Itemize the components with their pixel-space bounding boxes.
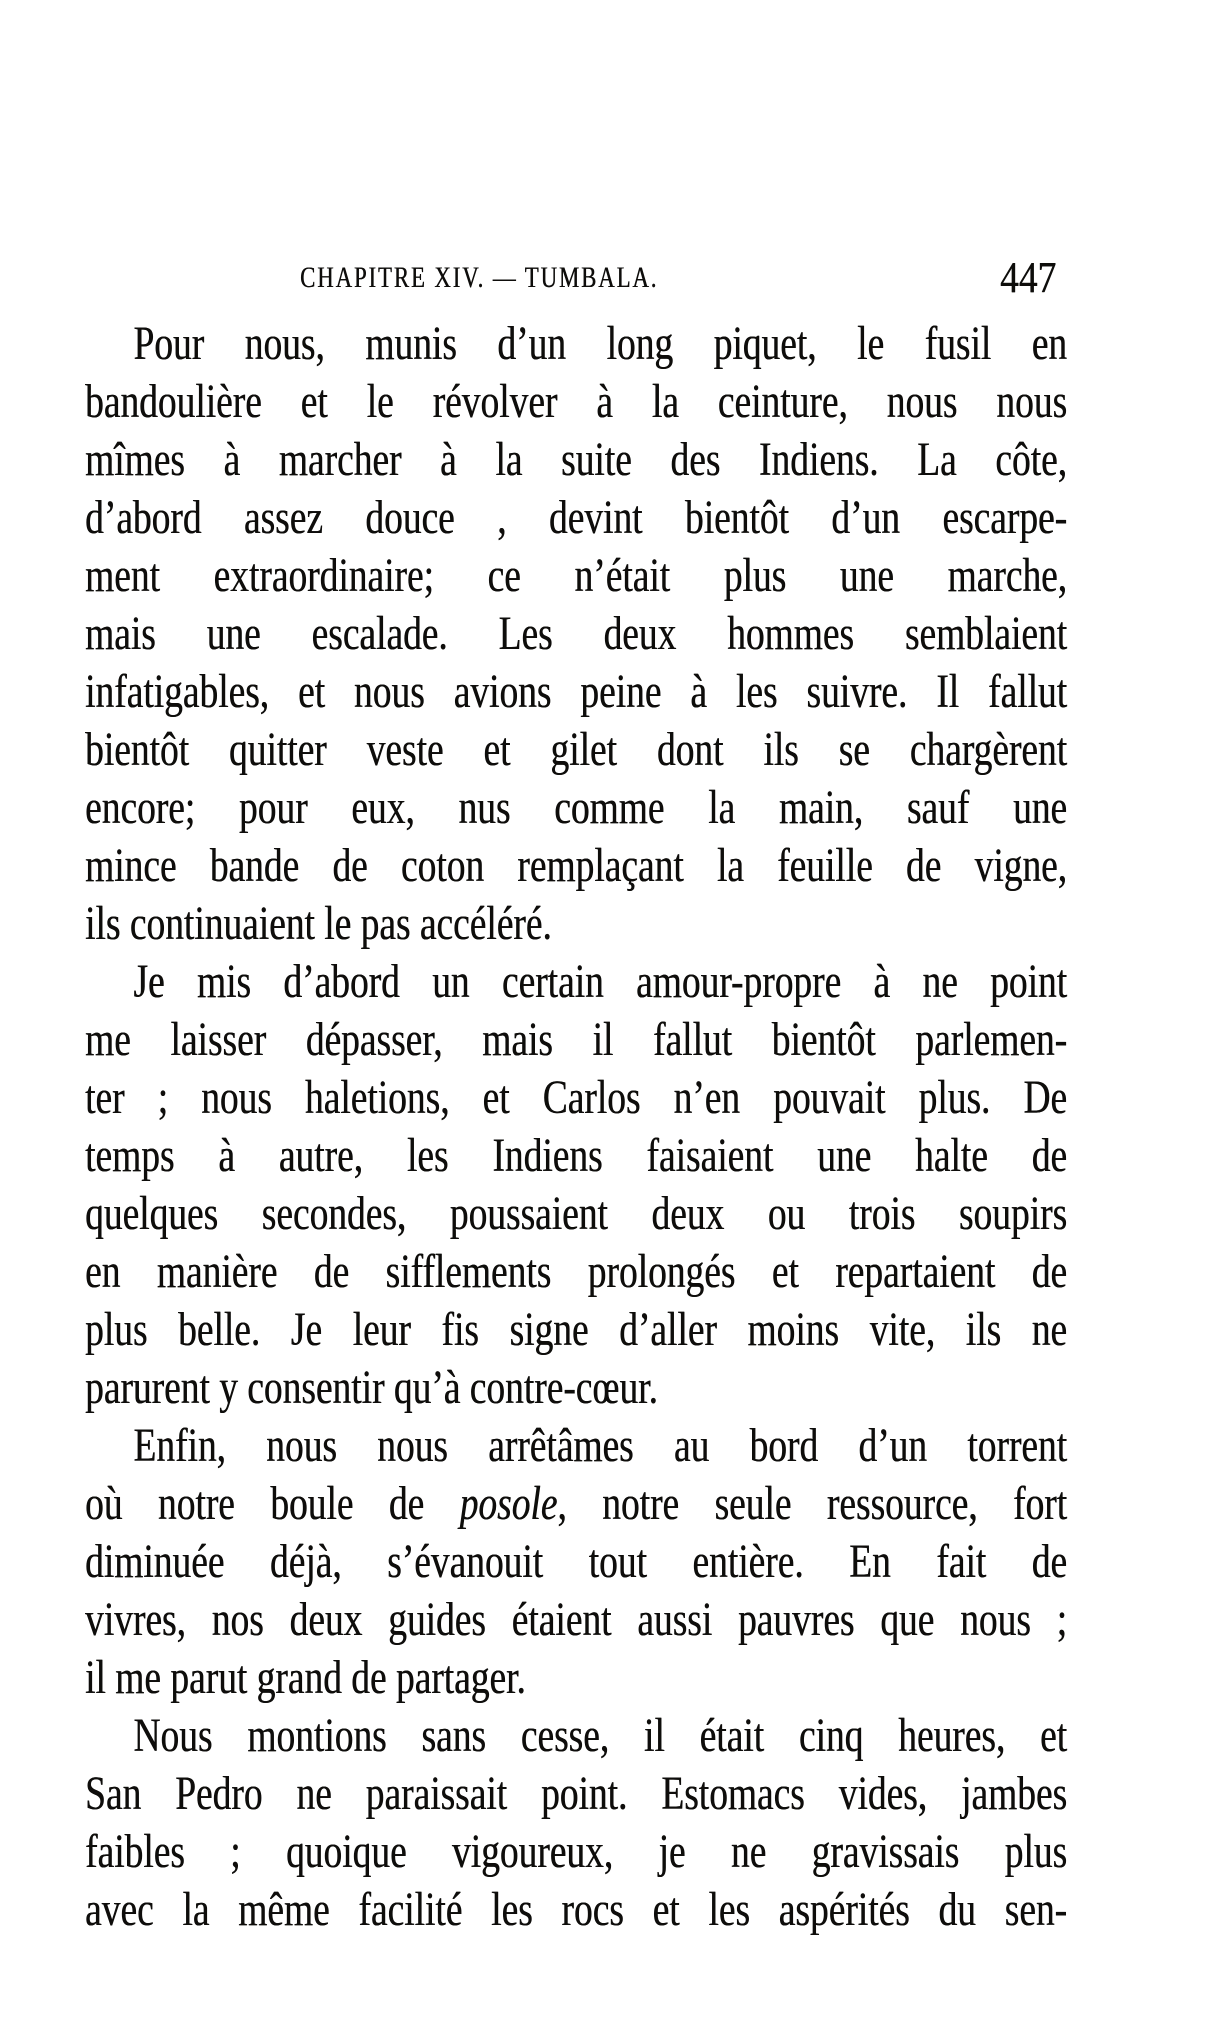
page-number: 447: [1000, 253, 1057, 302]
text-line: encore; pour eux, nus comme la main, sauf une: [85, 781, 1068, 834]
text-line: avec la même facilité les rocs et les aspérités du sen-: [85, 1883, 1068, 1936]
text-segment: où notre boule de: [85, 1477, 460, 1530]
text-line: [85, 1475, 1067, 1533]
text-line: quelques secondes, poussaient deux ou trois soupirs: [85, 1187, 1068, 1240]
text-line: diminuée déjà, s’évanouit tout entière. En fait de: [85, 1535, 1068, 1588]
text-line: mais une escalade. Les deux hommes semblaient: [85, 607, 1068, 660]
text-line: me laisser dépasser, mais il fallut bientôt parlemen-: [85, 1013, 1068, 1066]
italic-word: posole: [459, 1477, 558, 1530]
text-line: Enfin, nous nous arrêtâmes au bord d’un torrent: [133, 1419, 1068, 1472]
text-line: d’abord assez douce , devint bientôt d’un escarpe-: [85, 491, 1068, 544]
text-line: il me parut grand de partager.: [85, 1651, 526, 1704]
text-line: bientôt quitter veste et gilet dont ils se chargèrent: [85, 723, 1068, 776]
text-line: en manière de sifflements prolongés et repartaient de: [85, 1245, 1068, 1298]
text-line: faibles ; quoique vigoureux, je ne gravissais plus: [85, 1825, 1068, 1878]
text-line: plus belle. Je leur fis signe d’aller moins vite, ils ne: [85, 1303, 1068, 1356]
text-line: temps à autre, les Indiens faisaient une halte de: [85, 1129, 1068, 1182]
chapter-header: CHAPITRE XIV. — TUMBALA.: [300, 261, 659, 294]
text-line: bandoulière et le révolver à la ceinture, nous nous: [85, 375, 1068, 428]
text-line: ment extraordinaire; ce n’était plus une marche,: [85, 549, 1068, 602]
text-line: ils continuaient le pas accéléré.: [85, 897, 552, 950]
text-segment: , notre seule ressource, fort: [557, 1477, 1068, 1530]
text-line: vivres, nos deux guides étaient aussi pauvres que nous ;: [85, 1593, 1068, 1646]
text-line: ter ; nous haletions, et Carlos n’en pouvait plus. De: [85, 1071, 1068, 1124]
text-line: Pour nous, munis d’un long piquet, le fusil en: [133, 317, 1068, 370]
text-line: Nous montions sans cesse, il était cinq heures, et: [133, 1709, 1068, 1762]
text-line: mîmes à marcher à la suite des Indiens. La côte,: [85, 433, 1068, 486]
text-line: infatigables, et nous avions peine à les suivre. Il fallut: [85, 665, 1068, 718]
text-line: parurent y consentir qu’à contre-cœur.: [85, 1361, 658, 1414]
text-line: San Pedro ne paraissait point. Estomacs vides, jambes: [85, 1767, 1068, 1820]
page-body: [85, 315, 1067, 1939]
text-line: mince bande de coton remplaçant la feuille de vigne,: [85, 839, 1068, 892]
text-line: Je mis d’abord un certain amour-propre à ne point: [133, 955, 1068, 1008]
